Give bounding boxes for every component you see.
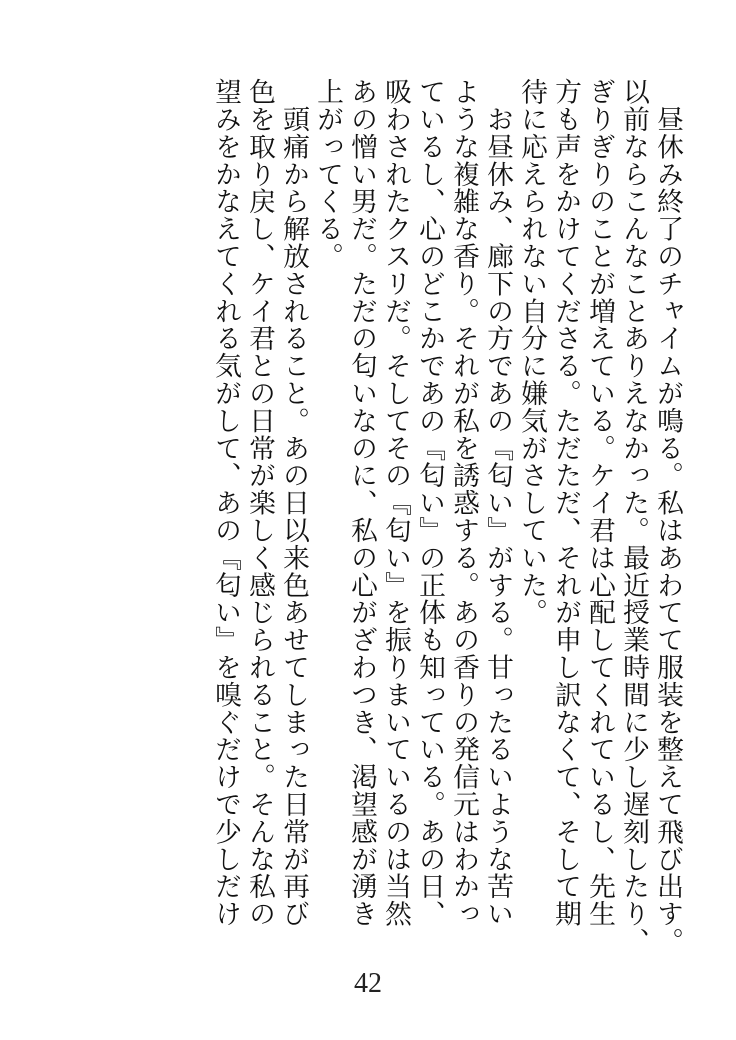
page-number: 42 bbox=[354, 968, 382, 999]
text-line: 待に応えられない自分に嫌気がさしていた。 bbox=[516, 78, 547, 626]
text-line: 頭痛から解放されること。あの日以来色あせてしまった日常が再び bbox=[278, 78, 309, 928]
vertical-text-body bbox=[54, 78, 684, 978]
text-line: ているし、心のどこかであの『匂い』の正体も知っている。あの日、 bbox=[414, 78, 445, 928]
text-line: 吸わされたクスリだ。そしてその『匂い』を振りまいているのは当然 bbox=[380, 78, 411, 928]
text-line: 色を取り戻し、ケイ君との日常が楽しく感じられること。そんな私の bbox=[244, 78, 275, 928]
text-line: 方も声をかけてくださる。ただただ、それが申し訳なくて、そして期 bbox=[550, 78, 581, 928]
text-line: ような複雑な香り。それが私を誘惑する。あの香りの発信元はわかっ bbox=[448, 78, 479, 928]
text-line: あの憎い男だ。ただの匂いなのに、私の心がざわつき、渇望感が湧き bbox=[346, 78, 377, 928]
text-line: 以前ならこんなことありえなかった。最近授業時間に少し遅刻したり、 bbox=[618, 78, 649, 955]
text-line: 上がってくる。 bbox=[312, 78, 343, 270]
text-line: 望みをかなえてくれる気がして、あの『匂い』を嗅ぐだけで少しだけ bbox=[210, 78, 241, 928]
text-line: ぎりぎりのことが増えている。ケイ君は心配してくれているし、先生 bbox=[584, 78, 615, 928]
text-line: 昼休み終了のチャイムが鳴る。私はあわてて服装を整えて飛び出す。 bbox=[652, 78, 683, 955]
text-line: お昼休み、廊下の方であの『匂い』がする。甘ったるいような苦い bbox=[482, 78, 513, 928]
